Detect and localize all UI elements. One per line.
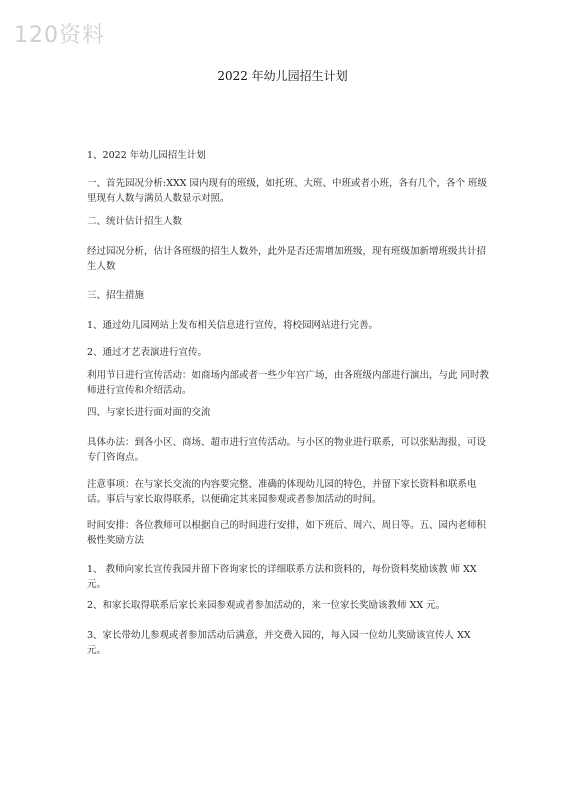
paragraph-section-2-heading: 二、统计估计招生人数 <box>87 216 183 227</box>
paragraph-section-4-heading: 四、与家长进行面对面的交流 <box>87 407 211 418</box>
document-title: 2022 年幼儿园招生计划 <box>217 69 348 83</box>
paragraph-reward-3: 3、家长带幼儿参观或者参加活动后满意，并交费入园的，每入园一位幼儿奖励该宣传人 XX 元。 <box>87 630 471 656</box>
paragraph-notes: 注意事项：在与家长交流的内容要完整、准确的体现幼儿园的特色，并留下家长资料和联系电话。事后与家长取得联系，以便确定其来园参观或者参加活动的时间。 <box>87 479 477 505</box>
paragraph-festival-promotion: 利用节日进行宣传活动：如商场内部或者一些少年宫广场，由各班级内部进行演出，与此 同时教师进行宣传和介绍活动。 <box>87 370 490 396</box>
paragraph-section-3-heading: 三、招生措施 <box>87 290 145 301</box>
paragraph-heading-1: 1、2022 年幼儿园招生计划 <box>87 150 206 161</box>
paragraph-reward-2: 2、和家长取得联系后家长来园参观或者参加活动的，来一位家长奖励该教师 XX 元。 <box>87 600 446 611</box>
paragraph-time-schedule: 时间安排：各位教师可以根据自己的时间进行安排，如下班后、周六、周日等。五、园内老师积极性奖励方法 <box>87 520 487 546</box>
paragraph-section-2-body: 经过园况分析，估计各班级的招生人数外，此外是否还需增加班级，现有班级加新增班级共计招生人数 <box>87 246 487 272</box>
paragraph-measure-1: 1、通过幼儿园网站上发布相关信息进行宣传，将校园网站进行完善。 <box>87 320 379 331</box>
paragraph-measure-2: 2、通过才艺表演进行宣传。 <box>87 347 208 358</box>
paragraph-section-1: 一、首先园况分析:XXX 园内现有的班级，如托班、大班、中班或者小班，各有几个，各个 班级里现有人数与满员人数显示对照。 <box>87 178 488 204</box>
paragraph-specific-method: 具体办法：到各小区、商场、超市进行宣传活动。与小区的物业进行联系，可以张贴海报，可设专门咨询点。 <box>87 437 487 463</box>
watermark-text: 120资料 <box>14 23 105 48</box>
paragraph-reward-1: 1、 教师向家长宣传我园并留下咨询家长的详细联系方法和资料的，每份资料奖励该教 师 XX 元。 <box>87 564 477 590</box>
